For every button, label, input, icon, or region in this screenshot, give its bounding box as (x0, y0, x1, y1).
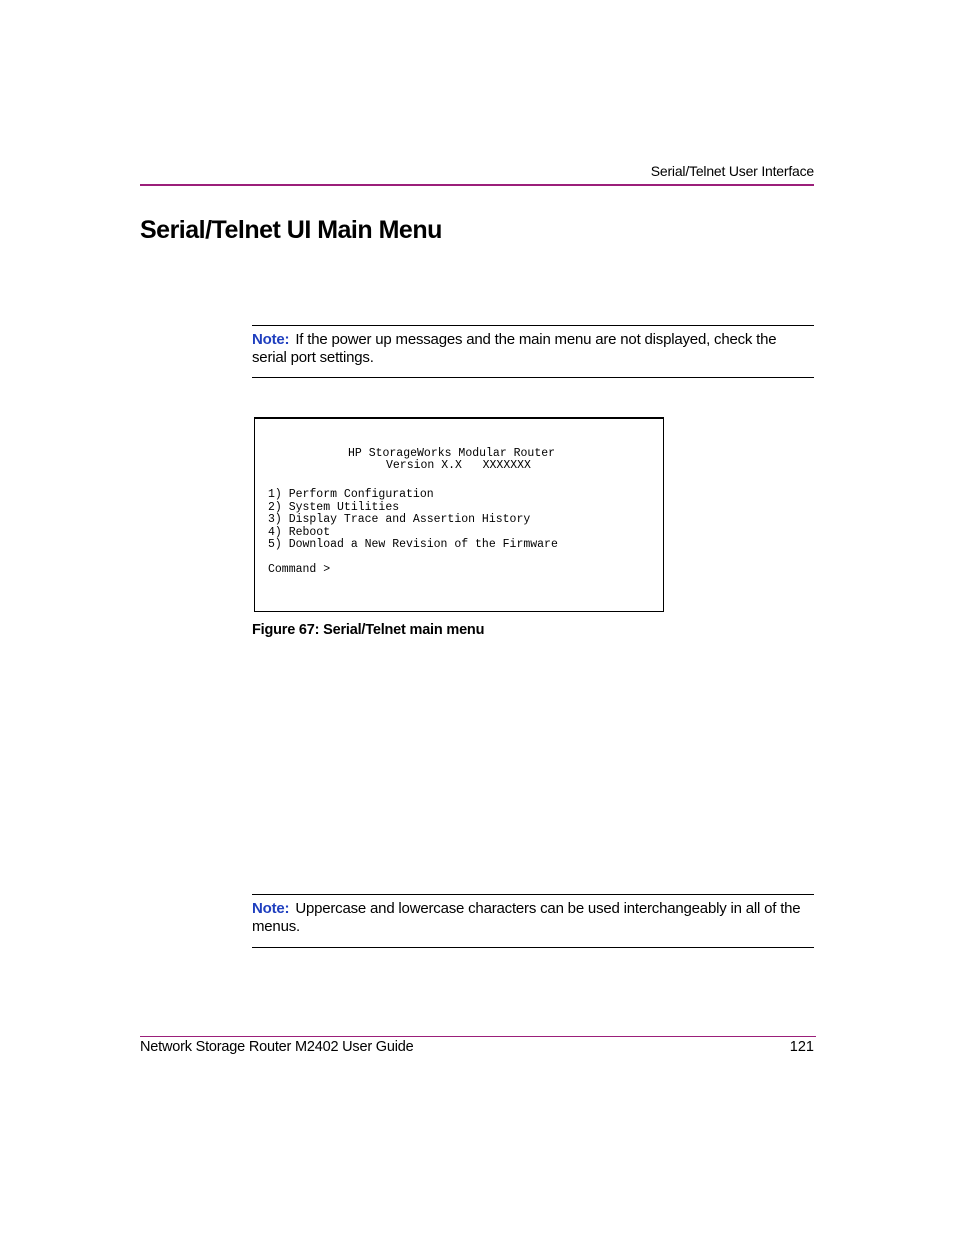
menu-item-display-trace: 3) Display Trace and Assertion History (268, 513, 531, 526)
page-number: 121 (789, 1039, 814, 1055)
terminal-screen (254, 417, 664, 612)
page-title: Serial/Telnet UI Main Menu (140, 216, 442, 244)
menu-item-download-firmware: 5) Download a New Revision of the Firmware (268, 538, 558, 551)
note-label: Note: (252, 900, 290, 917)
footer-rule (140, 1036, 816, 1037)
menu-item-system-utilities: 2) System Utilities (268, 501, 400, 514)
note-box-power-up (252, 325, 814, 378)
menu-item-perform-configuration: 1) Perform Configuration (268, 488, 434, 501)
note-label: Note: (252, 331, 290, 348)
menu-item-reboot: 4) Reboot (268, 526, 331, 539)
terminal-title: HP StorageWorks Modular Router (348, 447, 556, 460)
note-text: Uppercase and lowercase characters can be used interchangeably in all of the menus. (252, 900, 801, 935)
figure-caption: Figure 67: Serial/Telnet main menu (252, 622, 485, 638)
terminal-version: Version X.X XXXXXXX (386, 459, 531, 472)
note-box-case (252, 894, 814, 948)
running-header: Serial/Telnet User Interface (650, 163, 814, 179)
command-prompt: Command > (268, 563, 331, 576)
header-rule (140, 184, 814, 186)
footer-guide-title: Network Storage Router M2402 User Guide (140, 1039, 414, 1055)
note-text: If the power up messages and the main menu are not displayed, check the serial port settings. (252, 331, 777, 366)
